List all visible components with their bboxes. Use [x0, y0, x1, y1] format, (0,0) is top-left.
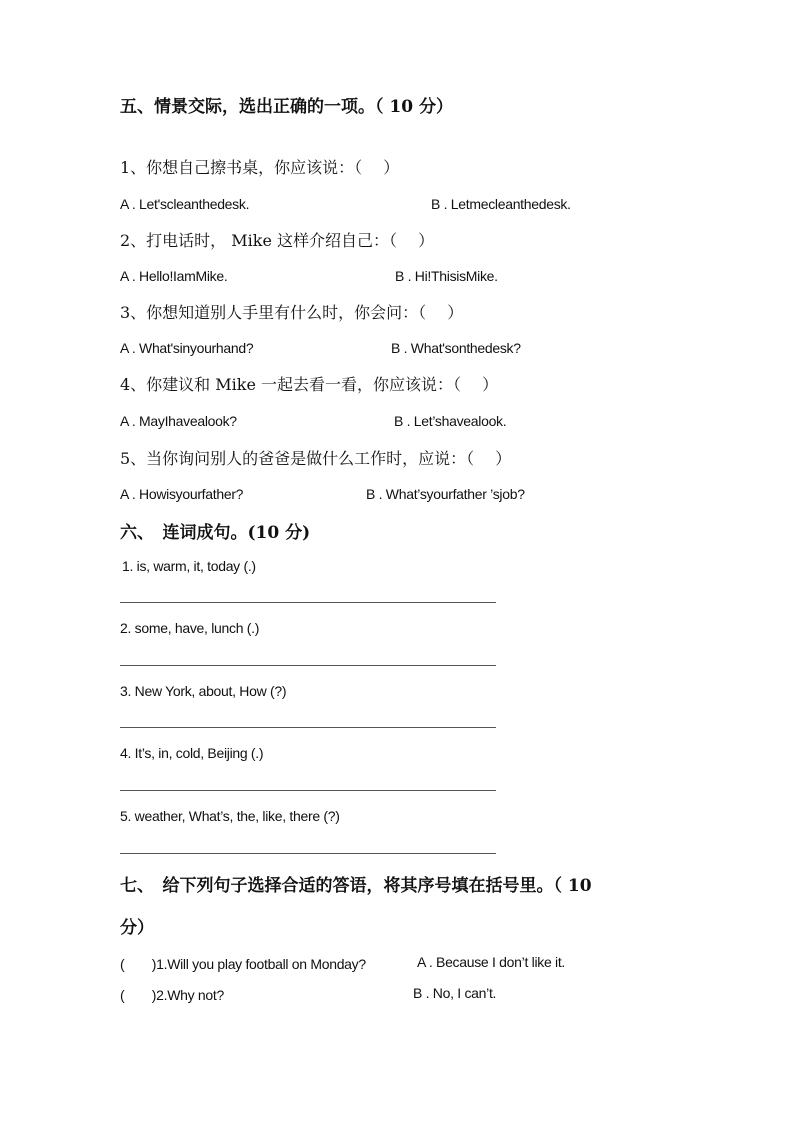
- question-3-option-b: B . What'sonthedesk?: [391, 340, 521, 356]
- question-2: 2、打电话时， Mike 这样介绍自己：（ ）: [120, 231, 435, 250]
- question-1-option-b: B . Letmecleanthedesk.: [431, 196, 571, 212]
- match-question-1: ( )1.Will you play football on Monday?: [120, 956, 366, 972]
- sentence-item-5: 5. weather, What’s, the, like, there (?): [120, 808, 340, 824]
- match-answer-a: A . Because I don’t like it.: [417, 954, 566, 970]
- answer-line-3: [120, 727, 496, 728]
- sentence-item-4: 4. It’s, in, cold, Beijing (.): [120, 745, 264, 761]
- sentence-item-1: 1. is, warm, it, today (.): [122, 558, 256, 574]
- answer-line-1: [120, 602, 496, 603]
- question-1: 1、你想自己擦书桌，你应该说：（ ）: [120, 158, 400, 177]
- question-1-option-a: A . Let'scleanthedesk.: [120, 196, 250, 212]
- question-5: 5、当你询问别人的爸爸是做什么工作时，应说：（ ）: [120, 449, 512, 468]
- sentence-item-2: 2. some, have, lunch (.): [120, 620, 260, 636]
- match-question-2: ( )2.Why not?: [120, 987, 224, 1003]
- question-2-option-b: B . Hi!ThisisMike.: [395, 268, 498, 284]
- question-2-option-a: A . Hello!IamMike.: [120, 268, 228, 284]
- section5-title: 五、情景交际，选出正确的一项。（ 10 分）: [120, 97, 453, 117]
- match-answer-b: B . No, I can’t.: [413, 985, 497, 1001]
- section7-title: 七、 给下列句子选择合适的答语，将其序号填在括号里。（ 10: [120, 876, 592, 896]
- answer-line-5: [120, 853, 496, 854]
- question-5-option-b: B . What’syourfather ’sjob?: [366, 486, 525, 502]
- question-3-option-a: A . What'sinyourhand?: [120, 340, 254, 356]
- answer-line-2: [120, 665, 496, 666]
- section7-title-continued: 分）: [120, 918, 154, 938]
- answer-line-4: [120, 790, 496, 791]
- question-4-option-b: B . Let’shavealook.: [394, 413, 507, 429]
- question-4-option-a: A . MayIhavealook?: [120, 413, 237, 429]
- sentence-item-3: 3. New York, about, How (?): [120, 683, 287, 699]
- question-3: 3、你想知道别人手里有什么时，你会问：（ ）: [120, 303, 464, 322]
- question-4: 4、你建议和 Mike 一起去看一看，你应该说：（ ）: [120, 375, 499, 394]
- section6-title: 六、 连词成句。(10 分): [120, 523, 311, 543]
- question-5-option-a: A . Howisyourfather?: [120, 486, 244, 502]
